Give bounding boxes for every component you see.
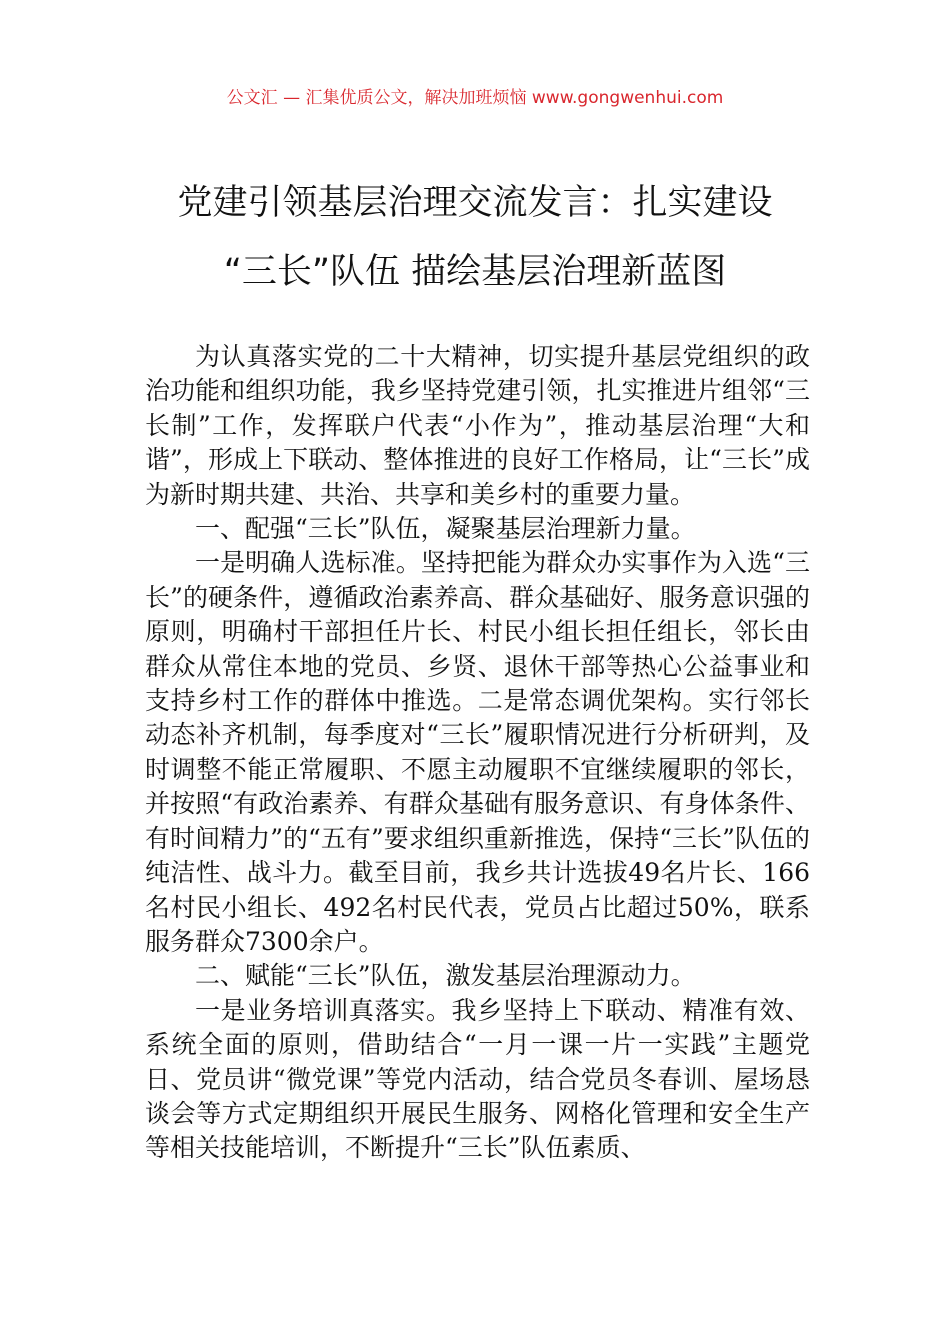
body-paragraph: 一是业务培训真落实。我乡坚持上下联动、精准有效、系统全面的原则，借助结合“一月一课一片一实践”主题党日、党员讲“微党课”等党内活动，结合党员冬春训、屋场恳谈会等方式定期组织开展民生服务、网格化管理和安全生产等相关技能培训，不断提升“三长”队伍素质、 xyxy=(145,995,810,1163)
document-title-line-1: 党建引领基层治理交流发言：扎实建设 xyxy=(177,183,773,223)
section-heading-1: 一、配强“三长”队伍，凝聚基层治理新力量。 xyxy=(195,514,696,544)
section-heading-2: 二、赋能“三长”队伍，激发基层治理源动力。 xyxy=(195,961,696,991)
document-body xyxy=(145,340,810,1166)
document-title-line-2: “三长”队伍 描绘基层治理新蓝图 xyxy=(223,252,727,292)
site-watermark-header: 公文汇 — 汇集优质公文，解决加班烦恼 www.gongwenhui.com xyxy=(226,88,724,108)
body-paragraph: 一是明确人选标准。坚持把能为群众办实事作为入选“三长”的硬条件，遵循政治素养高、群众基础好、服务意识强的原则，明确村干部担任片长、村民小组长担任组长，邻长由群众从常住本地的党员、乡贤、退休干部等热心公益事业和支持乡村工作的群体中推选。二是常态调优架构。实行邻长动态补齐机制，每季度对“三长”履职情况进行分析研判，及时调整不能正常履职、不愿主动履职不宜继续履职的邻长，并按照“有政治素养、有群众基础有服务意识、有身体条件、有时间精力”的“五有”要求组织重新推选，保持“三长”队伍的纯洁性、战斗力。截至目前，我乡共计选拔49名片长、166名村民小组长、492名村民代表，党员占比超过50%，联系服务群众7300余户。 xyxy=(145,548,810,956)
intro-paragraph: 为认真落实党的二十大精神，切实提升基层党组织的政治功能和组织功能，我乡坚持党建引领，扎实推进片组邻“三长制”工作，发挥联户代表“小作为”，推动基层治理“大和谐”，形成上下联动、整体推进的良好工作格局，让“三长”成为新时期共建、共治、共享和美乡村的重要力量。 xyxy=(145,342,810,509)
